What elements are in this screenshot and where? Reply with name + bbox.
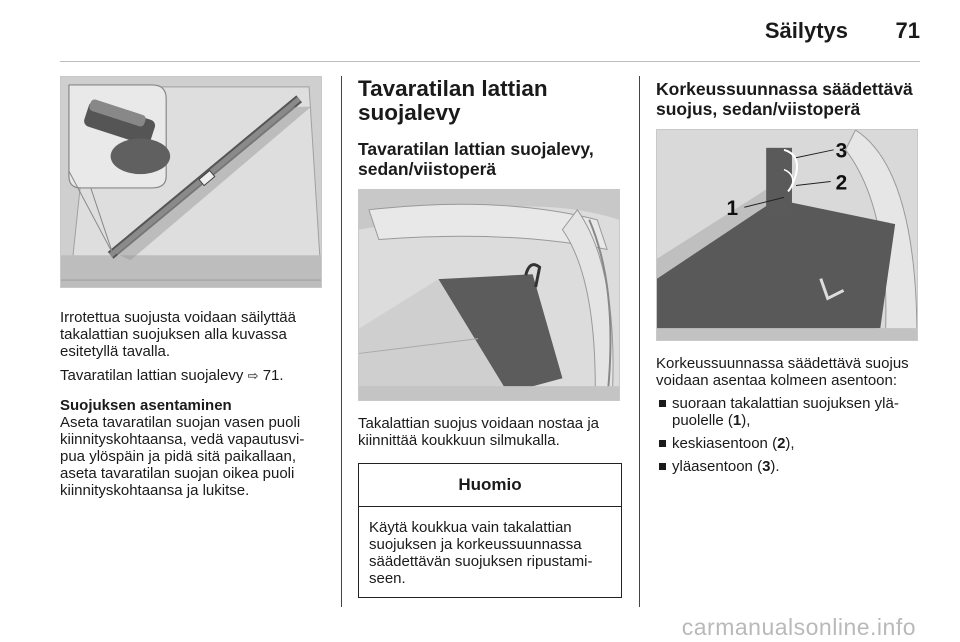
column-1 <box>60 76 324 499</box>
column-divider-2 <box>639 76 640 607</box>
storage-paragraph: Irrotettua suojusta voidaan säilyttää takalattian suojuksen alla kuvassa esitetyllä tavalla. <box>60 309 296 360</box>
note-box <box>358 463 622 598</box>
adjustable-cover-figure <box>656 129 918 341</box>
list-item: suoraan takalattian suojuksen yläpuolelle (1), <box>656 395 920 429</box>
cross-reference-page[interactable]: 71. <box>262 367 284 384</box>
column-2 <box>358 76 622 598</box>
adjustable-intro: Korkeussuunnassa säädettävä suojus voidaan asentaa kolmeen asentoon: <box>656 355 909 389</box>
page-reference-icon: ⇨ <box>247 369 259 384</box>
install-heading: Suojuksen asentaminen <box>60 397 232 414</box>
cross-reference-paragraph <box>60 367 324 385</box>
watermark: carmanualsonline.info <box>681 614 916 640</box>
column-divider-1 <box>341 76 342 607</box>
callout-2: 2 <box>835 171 848 195</box>
main-heading: Tavaratilan lattian suojalevy <box>358 76 548 125</box>
sub-heading: Tavaratilan lattian suojalevy, sedan/viistoperä <box>358 139 594 179</box>
callout-1: 1 <box>726 197 739 221</box>
floor-cover-paragraph: Takalattian suojus voidaan nostaa ja kiinnittää koukkuun silmukalla. <box>358 415 599 449</box>
cross-reference-text: Tavaratilan lattian suojalevy <box>60 367 244 384</box>
note-title: Huomio <box>359 464 621 507</box>
note-text: Käytä koukkua vain takalattian suojuksen ja korkeussuunnassa säädettävän suojuksen ripustamiseen. <box>369 519 593 587</box>
page-number: 71 <box>895 18 920 43</box>
list-item: yläasentoon (3). <box>656 458 920 475</box>
position-list <box>656 395 920 475</box>
header-divider <box>60 61 920 62</box>
install-instructions: Aseta tavaratilan suojan vasen puoli kiinnityskohtaansa, vedä vapautusvipua ylöspäin ja pidä sitä paikallaan, aseta tavaratilan suojan oikea puoli kiinnityskohtaansa ja lukitse. <box>60 414 305 499</box>
page-header <box>0 0 960 64</box>
cargo-cover-storage-figure <box>60 76 322 288</box>
section-title: Säilytys <box>764 18 848 43</box>
callout-3: 3 <box>835 139 848 163</box>
column-3 <box>656 76 920 475</box>
floor-cover-figure <box>358 189 620 401</box>
adjustable-cover-heading: Korkeussuunnassa säädettävä suojus, sedan/viistoperä <box>656 79 913 119</box>
list-item: keskiasentoon (2), <box>656 435 920 452</box>
